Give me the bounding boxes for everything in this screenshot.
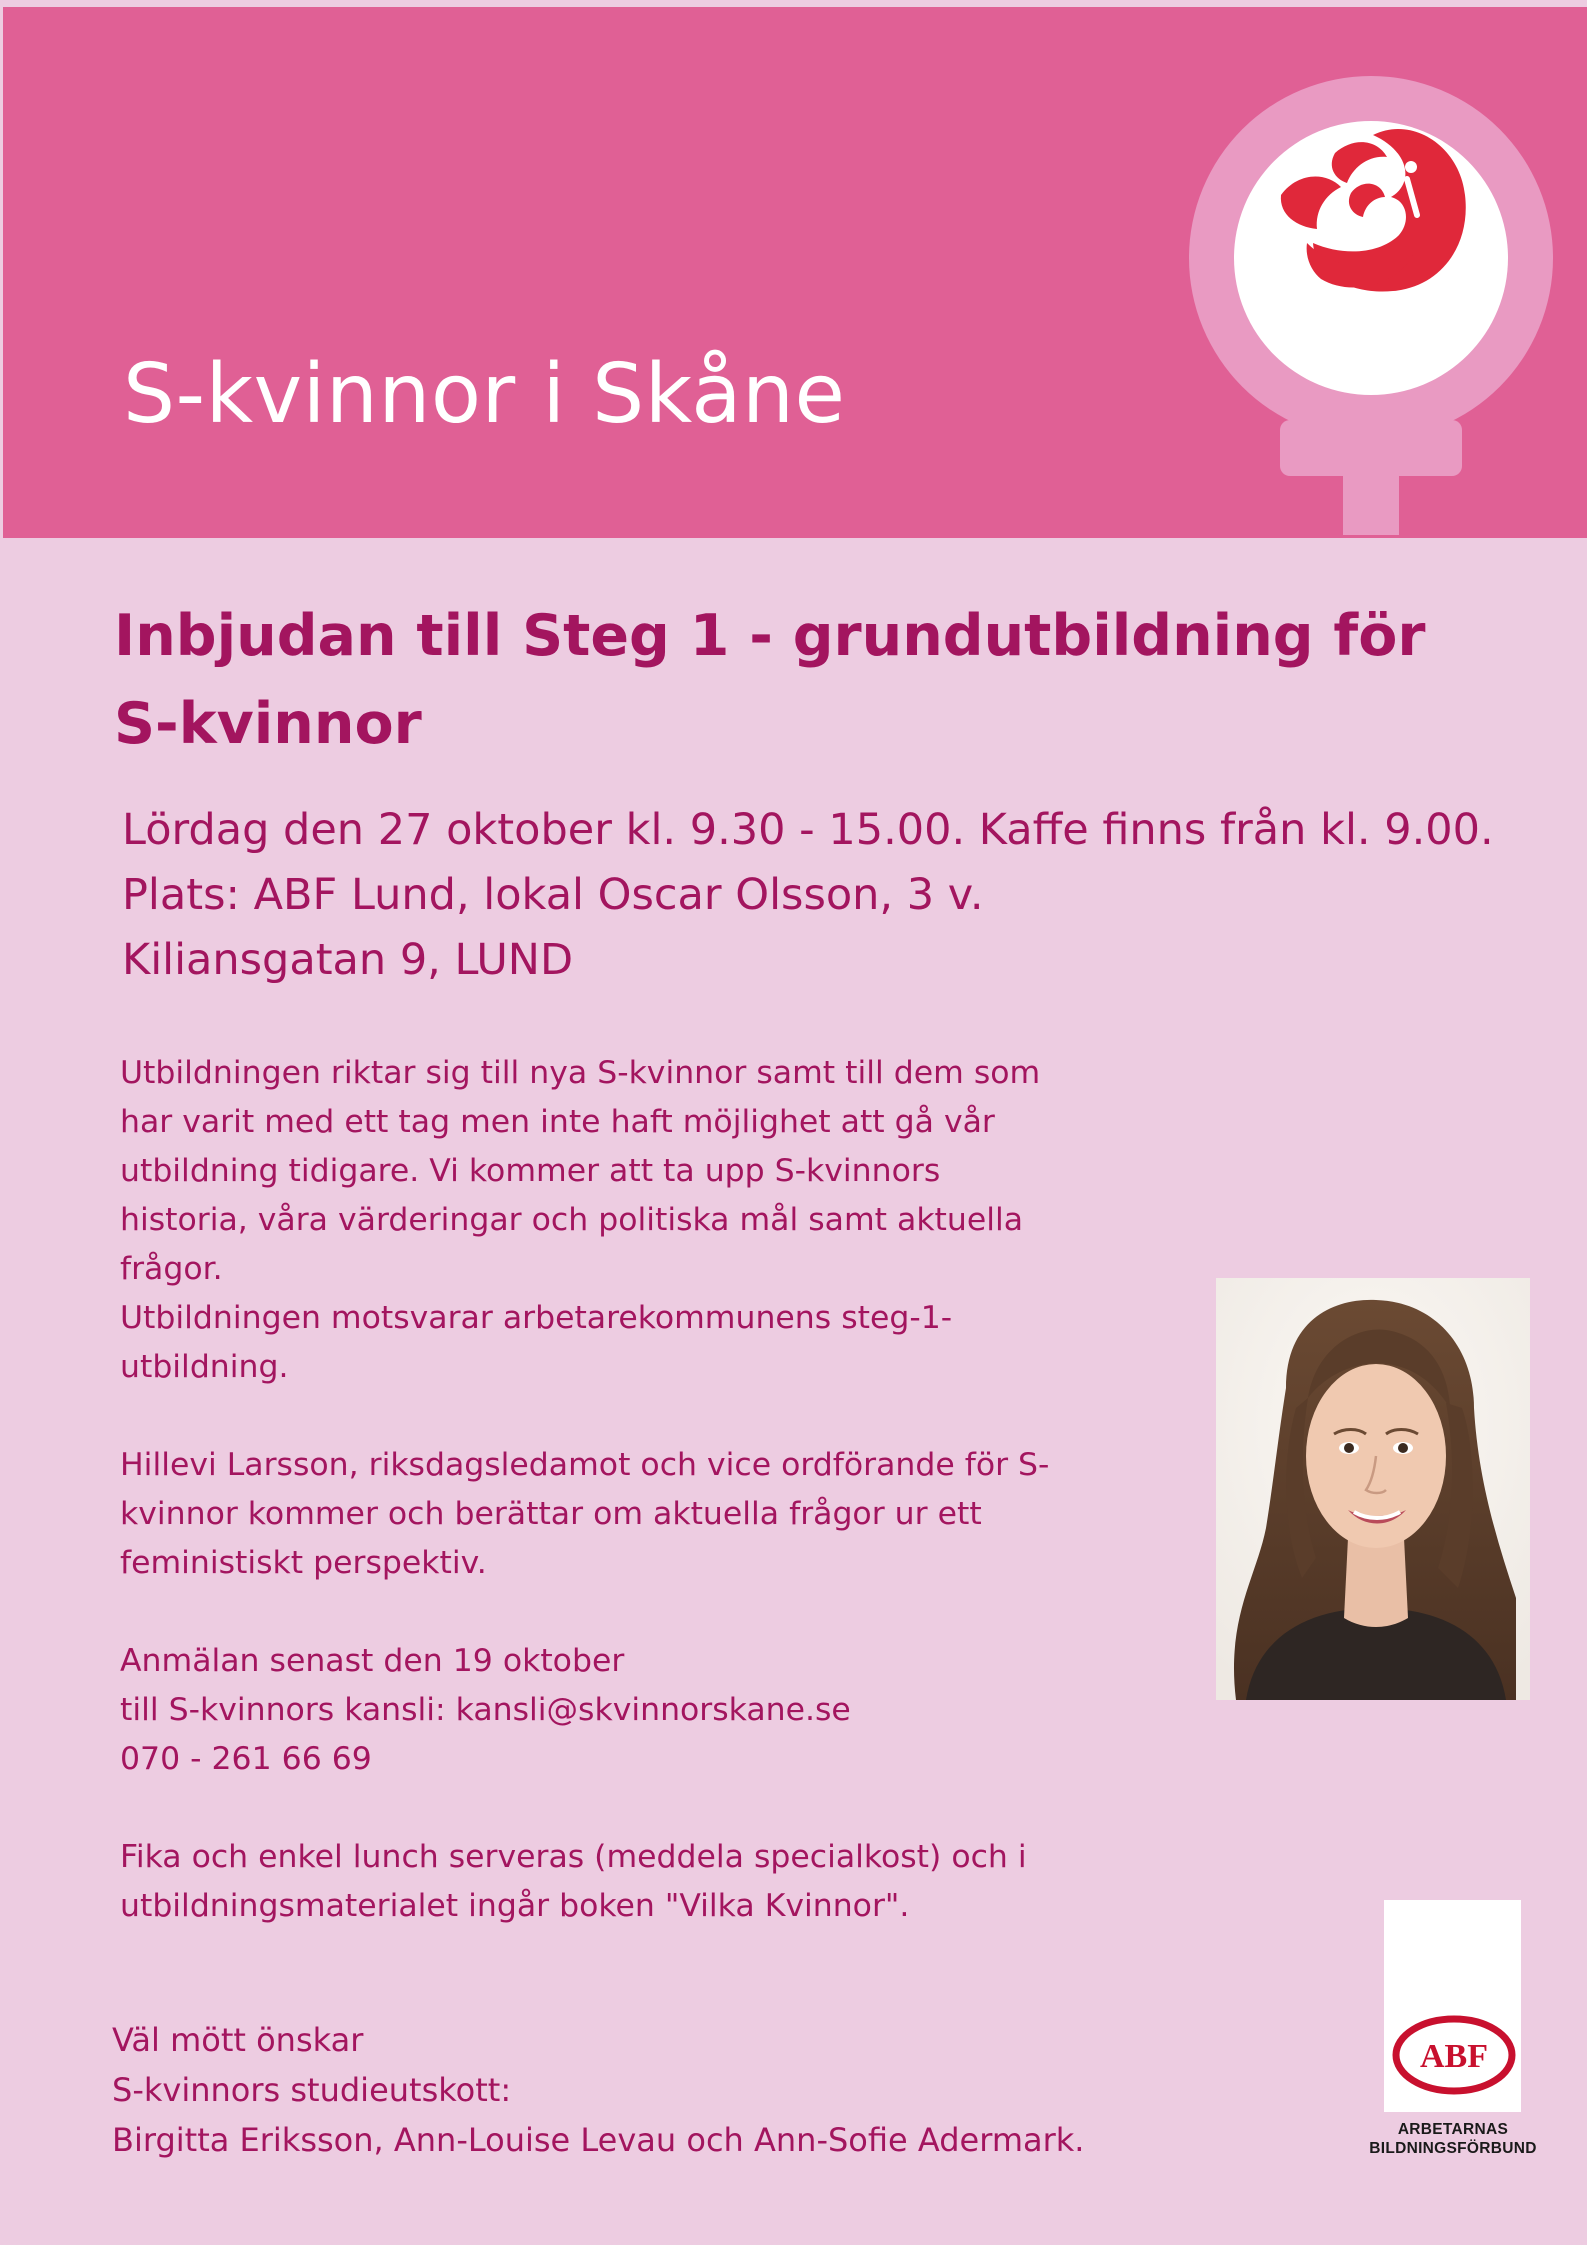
abf-caption [1368, 2120, 1538, 2158]
abf-caption-line: ARBETARNAS [1397, 2121, 1509, 2138]
body-line: kvinnor kommer och berättar om aktuella frågor ur ett [120, 1496, 982, 1532]
body-line: 070 - 261 66 69 [120, 1741, 372, 1777]
invitation-heading [114, 592, 1494, 768]
event-date-line: Lördag den 27 oktober kl. 9.30 - 15.00. Kaffe finns från kl. 9.00. [122, 805, 1494, 855]
abf-logo-card [1384, 1900, 1521, 2112]
body-line [120, 1392, 1130, 1441]
body-line: Fika och enkel lunch serveras (meddela specialkost) och i [120, 1839, 1027, 1875]
body-line: Utbildningen riktar sig till nya S-kvinnor samt till dem som [120, 1055, 1041, 1091]
body-line: utbildning. [120, 1349, 289, 1385]
heading-line: Inbjudan till Steg 1 - grundutbildning för [114, 603, 1426, 669]
banner-title: S-kvinnor i Skåne [123, 347, 846, 442]
abf-emblem-icon [1384, 1900, 1521, 2112]
body-line: till S-kvinnors kansli: kansli@skvinnorskane.se [120, 1692, 851, 1728]
s-kvinnor-venus-rose-logo [1185, 75, 1565, 535]
closing-line: Birgitta Eriksson, Ann-Louise Levau och Ann-Sofie Adermark. [112, 2121, 1085, 2159]
speaker-portrait-photo [1216, 1278, 1530, 1700]
body-line [120, 1784, 1130, 1833]
body-line: har varit med ett tag men inte haft möjlighet att gå vår [120, 1104, 995, 1140]
heading-line: S-kvinnor [114, 691, 422, 757]
body-line: frågor. [120, 1251, 223, 1287]
event-details [122, 798, 1542, 993]
closing-line: S-kvinnors studieutskott: [112, 2071, 512, 2109]
body-line: Anmälan senast den 19 oktober [120, 1643, 625, 1679]
body-line: historia, våra värderingar och politiska mål samt aktuella [120, 1202, 1024, 1238]
body-line: Hillevi Larsson, riksdagsledamot och vice ordförande för S- [120, 1447, 1050, 1483]
abf-mark-text: ABF [1420, 2038, 1488, 2075]
body-line: feministiskt perspektiv. [120, 1545, 487, 1581]
closing-greeting [112, 2015, 1212, 2165]
event-address-line: Kiliansgatan 9, LUND [122, 935, 574, 985]
body-line [120, 1588, 1130, 1637]
body-line: utbildning tidigare. Vi kommer att ta upp S-kvinnors [120, 1153, 941, 1189]
body-line: Utbildningen motsvarar arbetarekommunens steg-1- [120, 1300, 953, 1336]
closing-line: Väl mött önskar [112, 2021, 364, 2059]
body-line: utbildningsmaterialet ingår boken "Vilka Kvinnor". [120, 1888, 910, 1924]
abf-caption-line: BILDNINGSFÖRBUND [1369, 2140, 1537, 2157]
event-place-line: Plats: ABF Lund, lokal Oscar Olsson, 3 v. [122, 870, 984, 920]
abf-logo [1368, 1900, 1548, 2160]
invitation-body [120, 1049, 1130, 1931]
